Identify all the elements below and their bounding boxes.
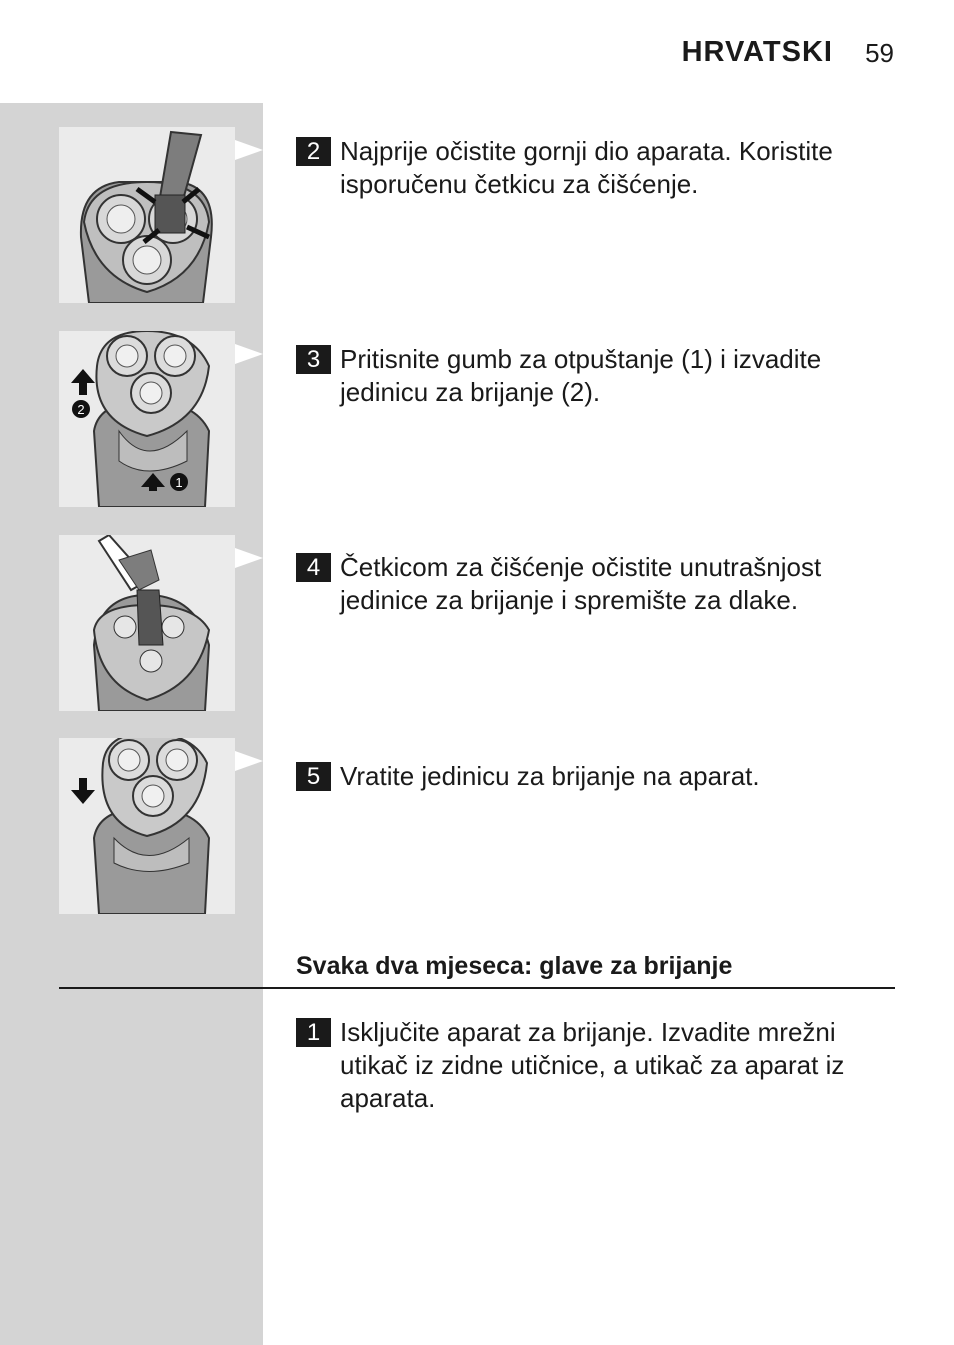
instruction-step <box>296 1016 876 1115</box>
illustration-pointer <box>235 548 263 568</box>
illustration-replace-unit <box>59 738 235 914</box>
section-divider <box>59 987 895 989</box>
step-text: Vratite jedinicu za brijanje na aparat. <box>340 761 760 791</box>
instruction-step <box>296 135 876 201</box>
step-text: Isključite aparat za brijanje. Izvadite mrežni utikač iz zidne utičnice, a utikač za aparat iz aparata. <box>340 1017 845 1113</box>
instruction-step <box>296 343 876 409</box>
page-number: 59 <box>865 38 894 68</box>
step-number-badge: 2 <box>296 137 331 166</box>
label-2-text: 2 <box>77 402 85 417</box>
step-number-badge: 3 <box>296 345 331 374</box>
label-2-badge <box>72 400 90 418</box>
step-number-badge: 1 <box>296 1018 331 1047</box>
step-text: Najprije očistite gornji dio aparata. Koristite isporučenu četkicu za čišćenje. <box>340 136 833 199</box>
illustration-brush-inside <box>59 535 235 711</box>
instruction-step <box>296 551 876 617</box>
step-text: Četkicom za čišćenje očistite unutrašnjost jedinice za brijanje i spremište za dlake. <box>340 552 822 615</box>
instruction-step <box>296 760 876 793</box>
step-text: Pritisnite gumb za otpuštanje (1) i izvadite jedinicu za brijanje (2). <box>340 344 822 407</box>
illustration-pointer <box>235 344 263 364</box>
section-heading: Svaka dva mjeseca: glave za brijanje <box>296 952 733 980</box>
step-number-badge: 5 <box>296 762 331 791</box>
illustration-pointer <box>235 140 263 160</box>
label-1-badge <box>170 473 188 491</box>
language-heading: HRVATSKI <box>681 36 833 68</box>
illustration-remove-unit <box>59 331 235 507</box>
illustration-clean-top <box>59 127 235 303</box>
label-1-text: 1 <box>175 475 183 490</box>
illustration-pointer <box>235 751 263 771</box>
step-number-badge: 4 <box>296 553 331 582</box>
